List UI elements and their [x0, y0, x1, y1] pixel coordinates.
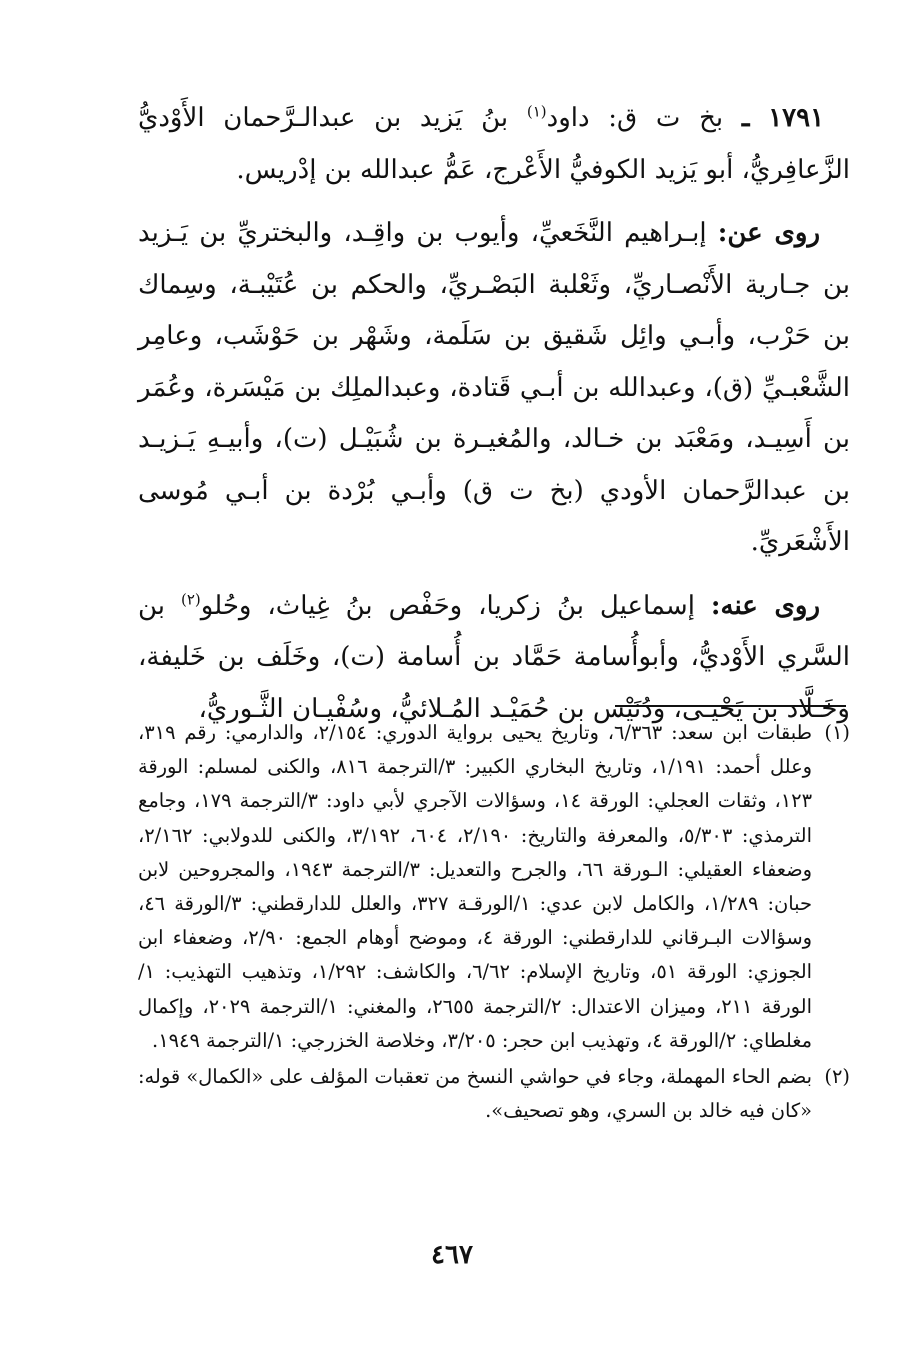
entry-number: ١٧٩١	[768, 103, 825, 133]
narrated-from-paragraph	[138, 208, 850, 569]
footnote-number: (٢)	[824, 1065, 850, 1089]
page-number: ٤٦٧	[431, 1240, 473, 1270]
biography-entry	[138, 93, 850, 196]
entry-codes: بخ ت ق:	[608, 103, 724, 133]
entry-dash: ـ	[741, 103, 750, 133]
narrated-by-text-rest: بن السَّري الأَوْديُّ، وأبوأُسامة حَمَّاد بن أُسامة (ت)، وخَلَف بن خَليفة، وخَـلَّاد بن يَحْيـى، ودُنَيْس بن حُمَيْـد المُـلائيُّ، وسُفْيـان الثَّـوريُّ،	[138, 590, 850, 724]
footnote-1	[138, 716, 850, 1058]
footnote-text: طبقات ابن سعد: ٦/٣٦٣، وتاريخ يحيى برواية الدوري: ٢/١٥٤، والدارمي: رقم ٣١٩، وعلل أحمد: ١/١٩١، وتاريخ البخاري الكبير: ٣/الترجمة ٨١٦، والكنى لمسلم: الورقة ١٢٣، وثقات العجلي: الورقة ١٤، وسؤالات الآجري لأبي داود: ٣/الترجمة ١٧٩، وجامع الترمذي: ٥/٣٠٣، والمعرفة والتاريخ: ٢/١٩٠، ٦٠٤، ٣/١٩٢، والكنى للدولابي: ٢/١٦٢، وضعفاء العقيلي: الـورقة ٦٦، والجرح والتعديل: ٣/الترجمة ١٩٤٣، والمجروحين لابن حبان: ١/٢٨٩، والكامل لابن عدي: ١/الورقـة ٣٢٧، والعلل للدارقطني: ٣/الورقة ٤٦، وسؤالات البـرقاني للدارقطني: الورقة ٤، وموضح أوهام الجمع: ٢/٩٠، وضعفاء ابن الجوزي: الورقة ٥١، وتاريخ الإسلام: ٦/٦٢، والكاشف: ١/٢٩٢، وتذهيب التهذيب: ١/الورقة ٢١١، وميزان الاعتدال: ٢/الترجمة ٢٦٥٥، والمغني: ١/الترجمة ٢٠٢٩، وإكمال مغلطاي: ٢/الورقة ٤، وتهذيب ابن حجر: ٣/٢٠٥، وخلاصة الخزرجي: ١/الترجمة ١٩٤٩.	[138, 721, 813, 1052]
entry-name-start: داود	[546, 103, 590, 133]
main-text	[138, 93, 850, 747]
narrated-by-paragraph	[138, 581, 850, 736]
footnote-2	[138, 1060, 850, 1128]
narrated-from-text: إبـراهيم النَّخَعيِّ، وأيوب بن واقِـد، والبختريِّ بن يَـزيد بن جـارية الأَنْصـاريِّ، وثَعْلبة البَصْـريِّ، والحكم بن عُتَيْبـة، وسِماك بن حَرْب، وأبـي وائِل شَقيق بن سَلَمة، وشَهْر بن حَوْشَب، وعامِر الشَّعْبـيِّ (ق)، وعبدالله بن أبـي قَتادة، وعبدالملِك بن مَيْسَرة، وعُمَر بن أَسِيـد، ومَعْبَد بن خـالد، والمُغيـرة بن شُبَيْـل (ت)، وأبيـهِ يَـزيـد بن عبدالرَّحمان الأودي (بخ ت ق) وأبـي بُرْدة بن أبـي مُوسى الأَشْعَريِّ.	[138, 218, 850, 557]
entry-name-rest: بنُ يَزيد بن عبدالـرَّحمان الأَوْديُّ الزَّعافِريُّ، أبو يَزيد الكوفيُّ الأَعْرج، عَمُّ عبدالله بن إدْريس.	[138, 103, 850, 185]
footnote-number: (١)	[824, 721, 850, 744]
footnote-marker-2: (٢)	[181, 589, 201, 608]
footnote-separator	[615, 705, 846, 707]
footnote-text: بضم الحاء المهملة، وجاء في حواشي النسخ من تعقبات المؤلف على «الكمال» قوله: «كان فيه خالد بن السري، وهو تصحيف».	[138, 1065, 812, 1123]
narrated-from-label: روى عن:	[717, 218, 821, 248]
narrated-by-label: روى عنه:	[710, 590, 821, 621]
narrated-by-text-start: إسماعيل بنُ زكريا، وحَفْص بنُ غِياث، وحُلو	[200, 590, 695, 621]
footnote-marker-1: (١)	[526, 102, 547, 121]
footnotes	[138, 716, 850, 1130]
